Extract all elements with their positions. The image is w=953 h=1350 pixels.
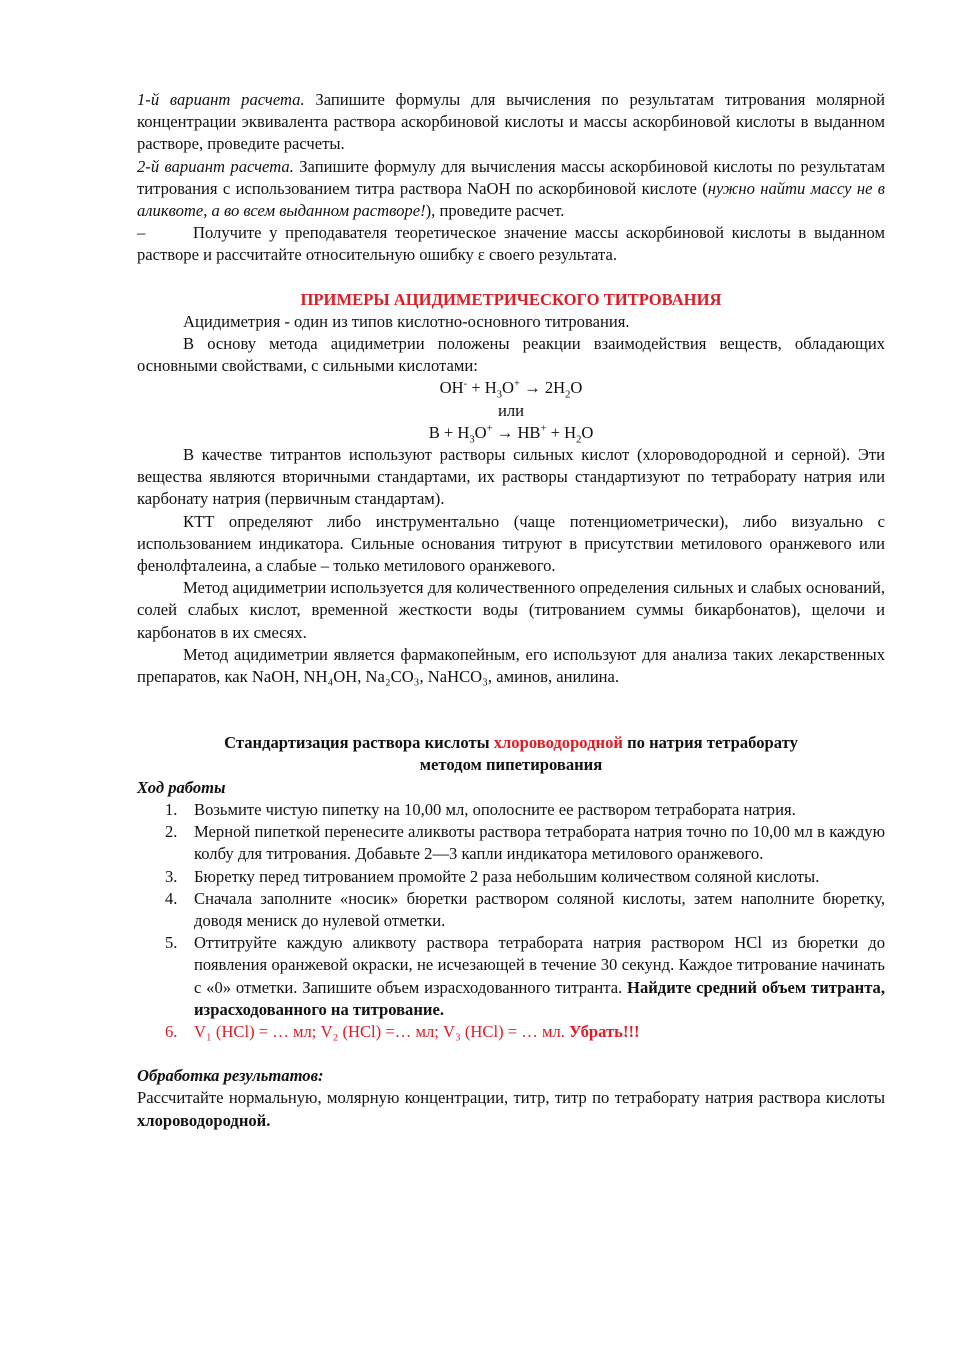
document-page	[137, 89, 885, 1132]
examples-paragraph-5: Метод ацидиметрии используется для количественного определения сильных и слабых оснований, солей слабых кислот, временной жесткости воды (титрованием суммы бикарбонатов), щелочи и карбонатов в их смесях.	[137, 578, 885, 642]
step-text: Бюретку перед титрованием промойте 2 раза небольшим количеством соляной кислоты.	[194, 866, 820, 886]
results-text-bold: хлороводородной.	[137, 1110, 271, 1130]
procedure-step	[137, 932, 885, 1021]
step-number: 3.	[165, 866, 178, 886]
standardization-title-b: по натрия тетраборату	[622, 733, 798, 753]
step-text: Мерной пипеткой перенесите аликвоты раствора тетрабората натрия точно по 10,00 мл в каждую колбу для титрования. Добавьте 2—3 капли индикатора метилового оранжевого.	[194, 822, 885, 864]
procedure-step	[137, 799, 885, 821]
calc-variant-1-text: Запишите формулы для вычисления по результатам титрования молярной концентрации эквивалента раствора аскорбиновой кислоты и массы аскорбиновой кислоты в выданном растворе, проведите расчеты.	[137, 90, 886, 154]
calc-variant-1	[137, 89, 885, 156]
step-number: 6.	[165, 1021, 178, 1041]
step-text: Сначала заполните «носик» бюретки раствором соляной кислоты, затем наполните бюретку, доводя мениск до нулевой отметки.	[194, 888, 885, 930]
examples-paragraph-3: В качестве титрантов используют растворы сильных кислот (хлороводородной и серной). Эти вещества являются вторичными стандартами, их растворы стандартизуют по тетраборату натрия или карбонату натрия (первичным стандартам).	[137, 445, 885, 509]
results-heading: Обработка результатов:	[137, 1066, 324, 1086]
equation-2: $B + H_3O^+ \to HB^+ + H_2O$	[428, 422, 594, 446]
calc-variant-1-label: 1-й вариант расчета.	[137, 90, 305, 109]
teacher-instruction	[137, 222, 885, 266]
equation-1: $OH^- + H_3O^+ \to 2H_2O$	[439, 378, 583, 401]
procedure-step-red	[137, 1021, 885, 1043]
examples-paragraph-6: Метод ацидиметрии является фармакопейным, его используют для анализа таких лекарственных препаратов, как NaOH, NH₄OH, Na₂CO₃, NaHCO₃, аминов, анилина.	[137, 644, 885, 687]
examples-paragraph-2: В основу метода ацидиметрии положены реакции взаимодействия веществ, обладающих основными свойствами, с сильными кислотами:	[137, 334, 885, 376]
standardization-title-a: Стандартизация раствора кислоты	[224, 733, 494, 753]
calc-variant-2-text: Запишите формулу для вычисления массы аскорбиновой кислоты по результатам титрования с использованием титра раствора NaOH по аскорбиновой кислоте (	[137, 156, 886, 198]
equation-or: или	[497, 400, 525, 420]
procedure-step	[137, 821, 885, 865]
standardization-title	[137, 732, 885, 776]
step-text: Возьмите чистую пипетку на 10,00 мл, ополосните ее раствором тетрабората натрия.	[194, 799, 796, 819]
results-text-main: Рассчитайте нормальную, молярную концентрации, титр, титр по тетраборату натрия раствора кислоты	[137, 1088, 885, 1108]
step-number: 1.	[165, 799, 178, 819]
examples-paragraph-4: КТТ определяют либо инструментально (чаще потенциометрически), либо визуально с использованием индикатора. Сильные основания титруют в присутствии метилового оранжевого или фенолфталеина, а слабые – только метилового оранжевого.	[137, 511, 885, 576]
step-remove-note: Убрать!!!	[569, 1021, 640, 1041]
teacher-instruction-text: Получите у преподавателя теоретическое значение массы аскорбиновой кислоты в выданном растворе и рассчитайте относительную ошибку ε своего результата.	[137, 223, 885, 265]
standardization-title-red: хлороводородной	[493, 733, 623, 753]
procedure-step	[137, 866, 885, 888]
dash-bullet: –	[137, 223, 146, 243]
procedure-step	[137, 888, 885, 932]
examples-title: ПРИМЕРЫ АЦИДИМЕТРИЧЕСКОГО ТИТРОВАНИЯ	[300, 289, 722, 309]
calc-variant-2-label: 2-й вариант расчета.	[137, 156, 294, 176]
standardization-title-line2: методом пипетирования	[419, 755, 603, 775]
step-text: Оттитруйте каждую аликвоту раствора тетрабората натрия раствором HCl из бюретки до появления оранжевой окраски, не исчезающей в течение 30 секунд. Каждое титрование начинать с «0» отметки. Запишите объем израсходованного титранта.	[194, 933, 885, 997]
calc-variant-2-italic: нужно найти массу не в аликвоте, а во всем выданном растворе!	[137, 178, 885, 221]
procedure-steps	[137, 799, 885, 1043]
examples-paragraph-1: Ацидиметрия - один из типов кислотно-основного титрования.	[183, 311, 630, 331]
calc-variant-2	[137, 156, 885, 223]
calc-variant-2-end: ), проведите расчет.	[425, 201, 565, 221]
step-number: 5.	[165, 933, 178, 953]
results-text	[137, 1087, 885, 1131]
step-number: 4.	[165, 888, 178, 908]
procedure-heading: Ход работы	[137, 777, 226, 797]
step-bold-text: Найдите средний объем титранта, израсходованного на титрование.	[194, 977, 885, 1019]
step-number: 2.	[165, 822, 178, 842]
step-volumes-text: V₁ (HCl) = … мл; V₂ (HCl) =… мл; V₃ (HCl) = … мл.	[194, 1021, 570, 1041]
